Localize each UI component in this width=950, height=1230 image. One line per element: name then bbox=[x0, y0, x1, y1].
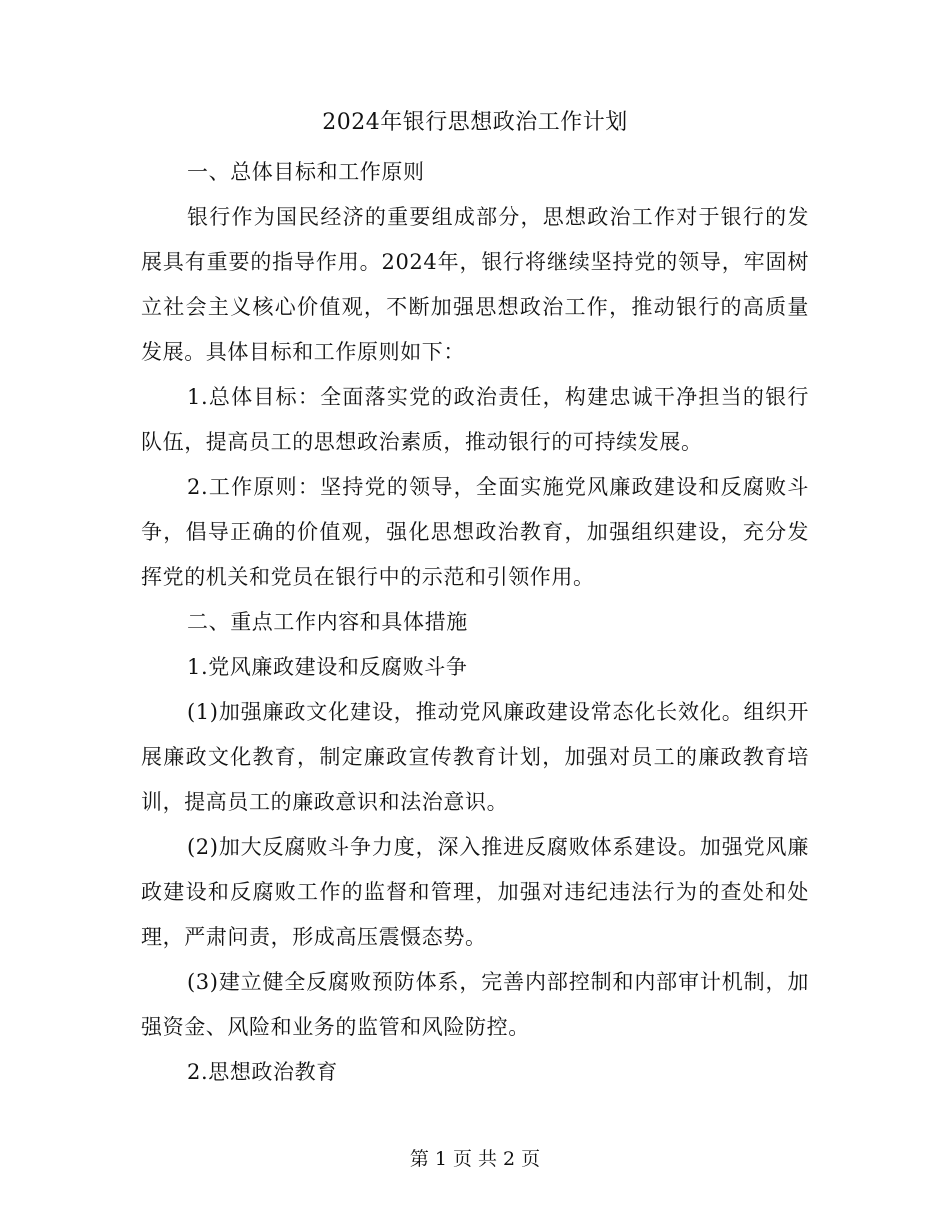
document-body bbox=[141, 150, 809, 1095]
section-heading-2: 二、重点工作内容和具体措施 bbox=[187, 610, 468, 634]
subsection-heading-2: 2.思想政治教育 bbox=[187, 1060, 338, 1084]
work-principle-paragraph: 2.工作原则：坚持党的领导，全面实施党风廉政建设和反腐败斗争，倡导正确的价值观，强化思想政治教育，加强组织建设，充分发挥党的机关和党员在银行中的示范和引领作用。 bbox=[141, 475, 809, 589]
measure-paragraph-3: (3)建立健全反腐败预防体系，完善内部控制和内部审计机制，加强资金、风险和业务的监管和风险防控。 bbox=[141, 970, 809, 1039]
intro-paragraph: 银行作为国民经济的重要组成部分，思想政治工作对于银行的发展具有重要的指导作用。2024年，银行将继续坚持党的领导，牢固树立社会主义核心价值观，不断加强思想政治工作，推动银行的高质量发展。具体目标和工作原则如下： bbox=[141, 205, 809, 364]
subsection-heading-1: 1.党风廉政建设和反腐败斗争 bbox=[187, 655, 468, 679]
measure-paragraph-1: (1)加强廉政文化建设，推动党风廉政建设常态化长效化。组织开展廉政文化教育，制定廉政宣传教育计划，加强对员工的廉政教育培训，提高员工的廉政意识和法治意识。 bbox=[141, 700, 809, 814]
overall-goal-paragraph: 1.总体目标：全面落实党的政治责任，构建忠诚干净担当的银行队伍，提高员工的思想政治素质，推动银行的可持续发展。 bbox=[141, 385, 809, 454]
section-heading-1: 一、总体目标和工作原则 bbox=[187, 160, 425, 184]
page-footer: 第 1 页 共 2 页 bbox=[409, 1148, 541, 1170]
document-title: 2024年银行思想政治工作计划 bbox=[322, 110, 628, 135]
measure-paragraph-2: (2)加大反腐败斗争力度，深入推进反腐败体系建设。加强党风廉政建设和反腐败工作的监督和管理，加强对违纪违法行为的查处和处理，严肃问责，形成高压震慑态势。 bbox=[141, 835, 809, 949]
